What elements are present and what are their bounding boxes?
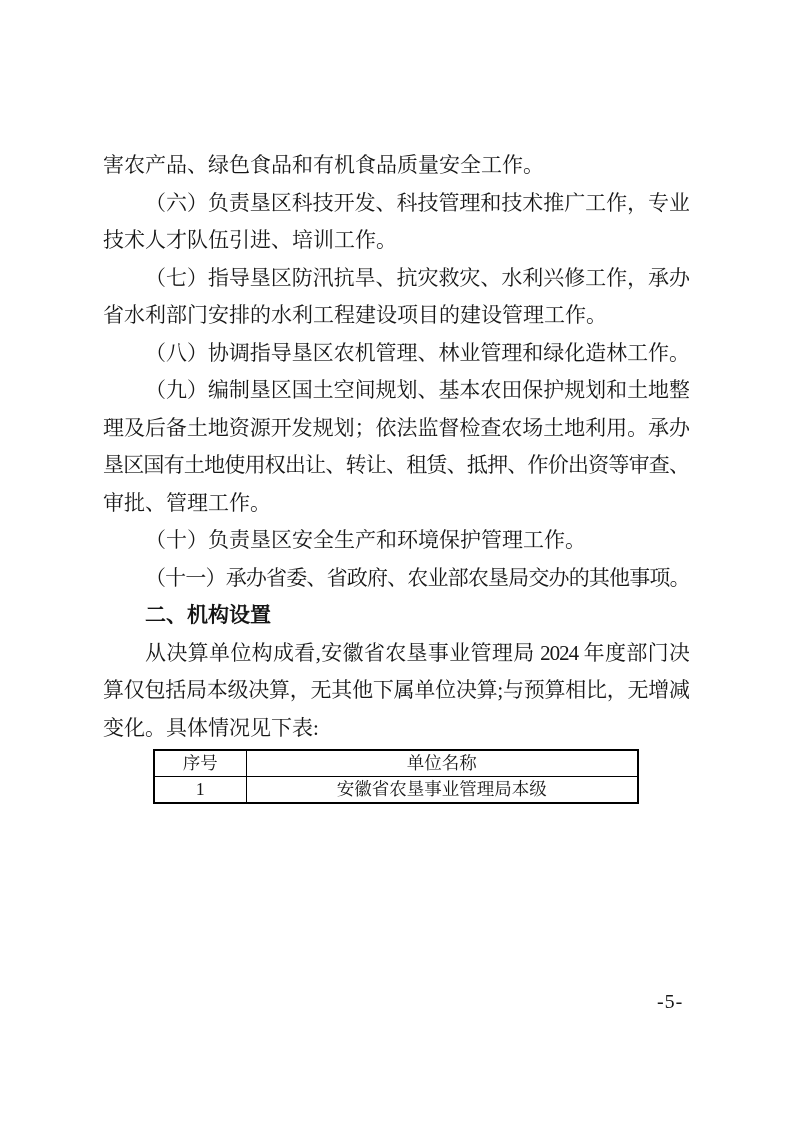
text-line: （十）负责垦区安全生产和环境保护管理工作。 bbox=[145, 528, 586, 552]
table-cell-seq: 1 bbox=[154, 777, 246, 804]
text-line: （六）负责垦区科技开发、科技管理和技术推广工作，专业 bbox=[145, 190, 689, 215]
text-line: （八）协调指导垦区农机管理、林业管理和绿化造林工作。 bbox=[145, 340, 689, 365]
text-line: 变化。具体情况见下表: bbox=[103, 715, 319, 740]
section-heading: 二、机构设置 bbox=[145, 604, 271, 627]
table-row bbox=[154, 777, 638, 804]
text-line: 算仅包括局本级决算，无其他下属单位决算;与预算相比，无增减 bbox=[103, 678, 689, 702]
table-cell-name: 安徽省农垦事业管理局本级 bbox=[246, 777, 638, 804]
text-line: 省水利部门安排的水利工程建设项目的建设管理工作。 bbox=[103, 303, 607, 327]
text-line: （十一）承办省委、省政府、农业部农垦局交办的其他事项。 bbox=[145, 565, 689, 590]
table-header-name: 单位名称 bbox=[246, 750, 638, 777]
page-number: -5- bbox=[657, 991, 684, 1013]
document-body bbox=[103, 147, 689, 747]
text-line: 垦区国有土地使用权出让、转让、租赁、抵押、作价出资等审查、 bbox=[103, 453, 689, 477]
table-header-row bbox=[154, 750, 638, 777]
text-line: （七）指导垦区防汛抗旱、抗灾救灾、水利兴修工作，承办 bbox=[145, 265, 689, 290]
text-line: 从决算单位构成看,安徽省农垦事业管理局 2024 年度部门决 bbox=[145, 640, 689, 665]
text-line: 技术人才队伍引进、培训工作。 bbox=[103, 228, 397, 252]
text-line: 理及后备土地资源开发规划；依法监督检查农场土地利用。承办 bbox=[103, 415, 689, 440]
text-line: （九）编制垦区国土空间规划、基本农田保护规划和土地整 bbox=[145, 378, 689, 402]
unit-table bbox=[153, 749, 639, 804]
text-line: 害农产品、绿色食品和有机食品质量安全工作。 bbox=[103, 153, 544, 177]
text-line: 审批、管理工作。 bbox=[103, 490, 271, 515]
table-header-seq: 序号 bbox=[154, 750, 246, 777]
